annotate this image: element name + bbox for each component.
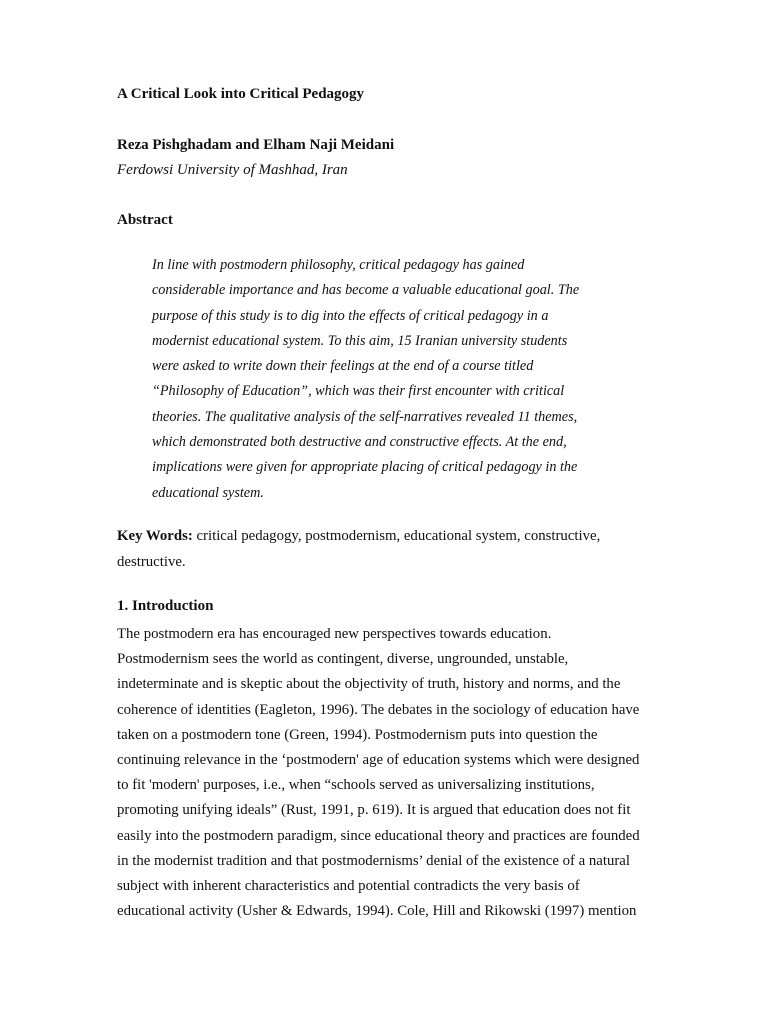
intro-line: continuing relevance in the ‘postmodern' age of education systems which were designed (117, 751, 640, 768)
intro-line: in the modernist tradition and that postmodernisms’ denial of the existence of a natural (117, 852, 630, 869)
abstract-line: considerable importance and has become a valuable educational goal. The (152, 282, 580, 299)
intro-line: indeterminate and is skeptic about the objectivity of truth, history and norms, and the (117, 676, 621, 693)
intro-line: Postmodernism sees the world as contingent, diverse, ungrounded, unstable, (117, 651, 569, 668)
paper-title: A Critical Look into Critical Pedagogy (117, 86, 365, 102)
intro-line: promoting unifying ideals” (Rust, 1991, p. 619). It is argued that education does not fit (117, 802, 631, 819)
introduction-heading: 1. Introduction (117, 598, 214, 614)
abstract-line: educational system. (152, 484, 264, 501)
intro-line: coherence of identities (Eagleton, 1996). The debates in the sociology of education have (117, 701, 640, 718)
abstract-line: purpose of this study is to dig into the effects of critical pedagogy in a (152, 307, 549, 324)
abstract-heading: Abstract (117, 212, 173, 228)
intro-line: subject with inherent characteristics and potential contradicts the very basis of (117, 877, 580, 894)
keywords-line: destructive. (117, 554, 186, 570)
abstract-line: were asked to write down their feelings at the end of a course titled (152, 358, 534, 375)
keywords-block (117, 523, 657, 575)
abstract-line: In line with postmodern philosophy, critical pedagogy has gained (152, 257, 525, 273)
intro-line: easily into the postmodern paradigm, since educational theory and practices are founded (117, 827, 640, 844)
intro-line: taken on a postmodern tone (Green, 1994). Postmodernism puts into question the (117, 726, 598, 743)
abstract-body (152, 253, 632, 506)
paper-authors: Reza Pishghadam and Elham Naji Meidani (117, 137, 395, 153)
abstract-line: theories. The qualitative analysis of the self-narratives revealed 11 themes, (152, 408, 578, 425)
author-affiliation: Ferdowsi University of Mashhad, Iran (117, 162, 348, 178)
keywords-line (117, 523, 657, 549)
intro-line: to fit 'modern' purposes, i.e., when “schools served as universalizing institutions, (117, 777, 595, 794)
introduction-body (117, 622, 662, 924)
abstract-line: which demonstrated both destructive and constructive effects. At the end, (152, 434, 567, 451)
abstract-line: implications were given for appropriate placing of critical pedagogy in the (152, 459, 578, 476)
keywords-label: Key Words: (117, 528, 193, 544)
intro-line: The postmodern era has encouraged new perspectives towards education. (117, 626, 552, 642)
abstract-line: modernist educational system. To this aim, 15 Iranian university students (152, 332, 568, 349)
intro-line: educational activity (Usher & Edwards, 1994). Cole, Hill and Rikowski (1997) mention (117, 903, 637, 920)
abstract-line: “Philosophy of Education”, which was their first encounter with critical (152, 383, 565, 400)
keywords-text: critical pedagogy, postmodernism, educational system, constructive, (192, 528, 601, 544)
